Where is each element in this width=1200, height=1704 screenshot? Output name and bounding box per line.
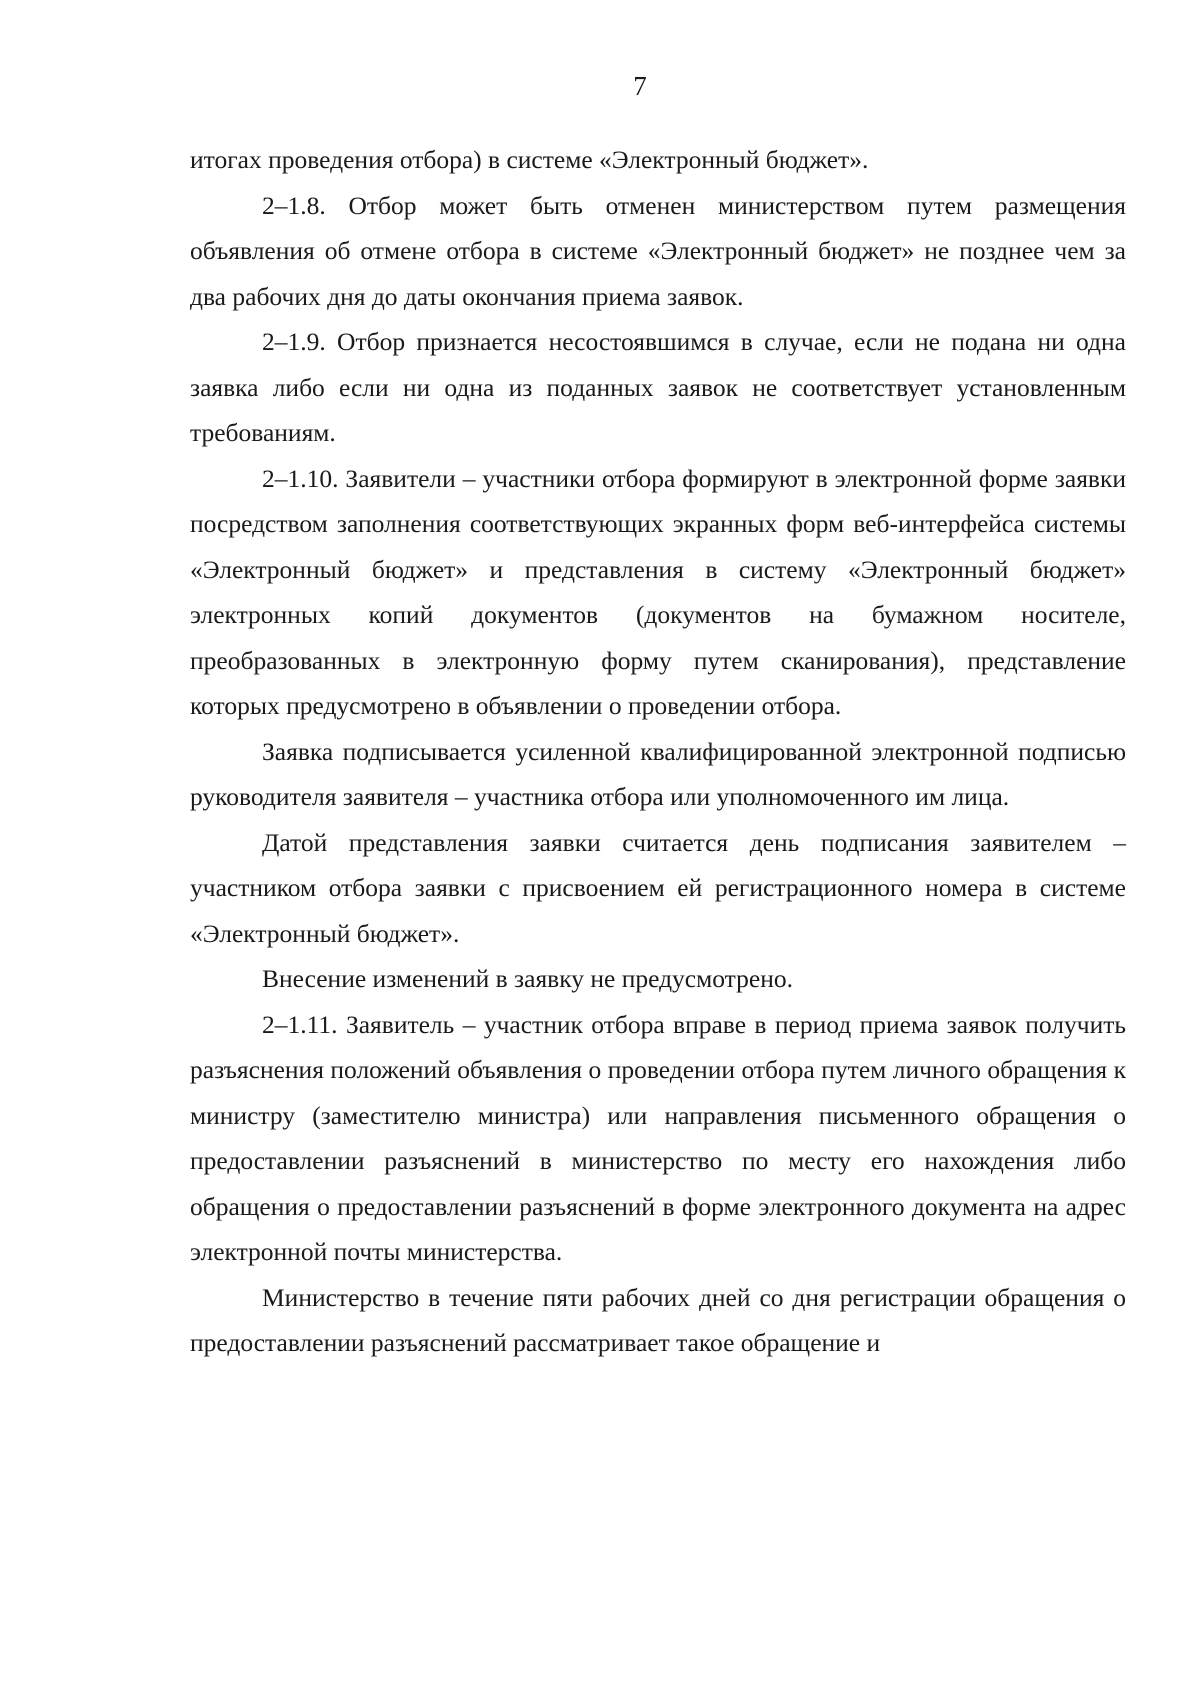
- paragraph-2-1-11: 2–1.11. Заявитель – участник отбора вправе в период приема заявок получить разъяснения положений объявления о проведении отбора путем личного обращения к министру (заместителю министра) или направления письменного обращения о предоставлении разъяснений в министерство по месту его нахождения либо обращения о предоставлении разъяснений в форме электронного документа на адрес электронной почты министерства.: [190, 1009, 1126, 1266]
- paragraph-2-1-9: 2–1.9. Отбор признается несостоявшимся в случае, если не подана ни одна заявка либо если ни одна из поданных заявок не соответствует установленным требованиям.: [190, 327, 1126, 447]
- page-number: 7: [633, 71, 647, 101]
- document-body: [190, 137, 1126, 1366]
- paragraph-signature: Заявка подписывается усиленной квалифицированной электронной подписью руководителя заявителя – участника отбора или уполномоченного им лица.: [190, 736, 1126, 811]
- paragraph-continuation: итогах проведения отбора) в системе «Электронный бюджет».: [190, 145, 869, 174]
- paragraph-no-changes: Внесение изменений в заявку не предусмотрено.: [262, 964, 793, 993]
- paragraph-2-1-8: 2–1.8. Отбор может быть отменен министерством путем размещения объявления об отмене отбора в системе «Электронный бюджет» не позднее чем за два рабочих дня до даты окончания приема заявок.: [190, 190, 1126, 311]
- paragraph-2-1-10: 2–1.10. Заявители – участники отбора формируют в электронной форме заявки посредством заполнения соответствующих экранных форм веб-интерфейса системы «Электронный бюджет» и представления в систему «Электронный бюджет» электронных копий документов (документов на бумажном носителе, преобразованных в электронную форму путем сканирования), представление которых предусмотрено в объявлении о проведении отбора.: [190, 463, 1126, 720]
- paragraph-submission-date: Датой представления заявки считается день подписания заявителем – участником отбора заявки с присвоением ей регистрационного номера в системе «Электронный бюджет».: [190, 827, 1126, 948]
- paragraph-ministry-review: Министерство в течение пяти рабочих дней со дня регистрации обращения о предоставлении разъяснений рассматривает такое обращение и: [190, 1282, 1126, 1357]
